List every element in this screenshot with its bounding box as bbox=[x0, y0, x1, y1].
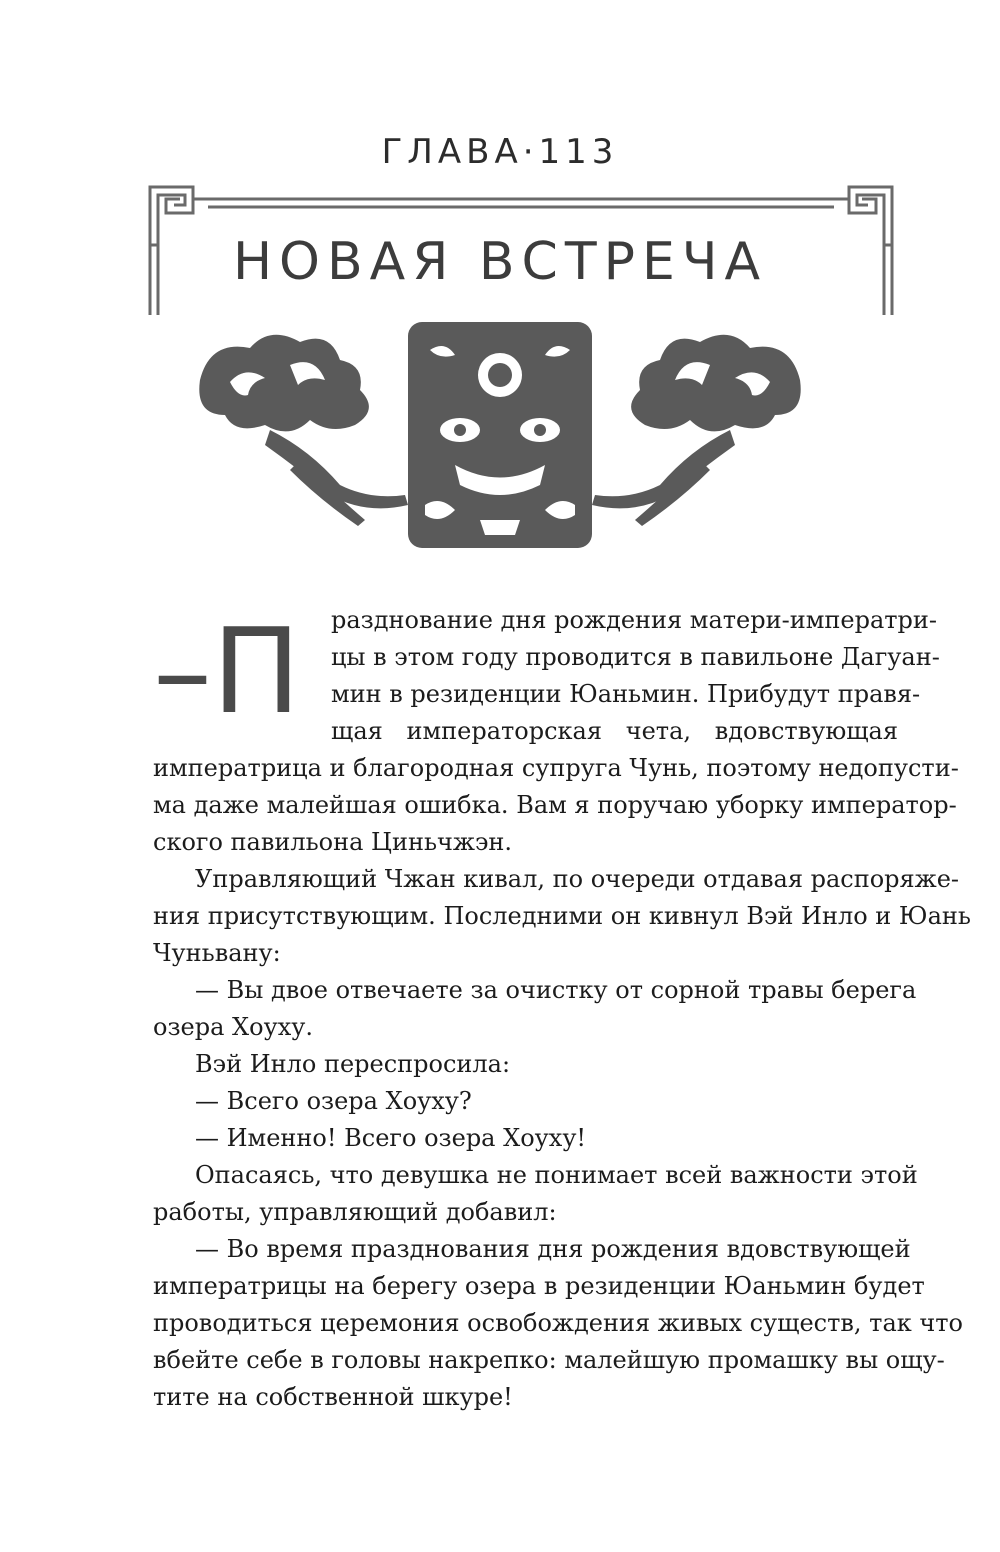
text-line: ния присутствующим. Последними он кивнул Вэй Инло и Юань bbox=[153, 902, 971, 930]
chapter-title: НОВАЯ ВСТРЕЧА bbox=[232, 232, 768, 292]
text-line: Управляющий Чжан кивал, по очереди отдавая распоряже- bbox=[195, 865, 960, 893]
text-line: тите на собственной шкуре! bbox=[153, 1383, 513, 1411]
text-line: Чуньвану: bbox=[153, 939, 281, 967]
chapter-body bbox=[153, 602, 971, 1416]
text-line: ма даже малейшая ошибка. Вам я поручаю уборку император- bbox=[153, 791, 957, 819]
text-line: озера Хоуху. bbox=[153, 1013, 313, 1041]
text-line: — Всего озера Хоуху? bbox=[195, 1087, 472, 1115]
chapter-number: ГЛАВА·113 bbox=[381, 132, 619, 172]
text-line: работы, управляющий добавил: bbox=[153, 1198, 557, 1226]
text-line: вбейте себе в головы накрепко: малейшую промашку вы ощу- bbox=[153, 1346, 945, 1374]
text-line: разднование дня рождения матери-императри- bbox=[331, 606, 938, 634]
dragon-mask-with-clouds-icon bbox=[190, 320, 810, 552]
text-line: императрица и благородная супруга Чунь, поэтому недопусти- bbox=[153, 754, 959, 782]
text-line: ского павильона Циньчжэн. bbox=[153, 828, 513, 856]
text-line: Опасаясь, что девушка не понимает всей важности этой bbox=[195, 1161, 918, 1189]
text-line: цы в этом году проводится в павильоне Дагуан- bbox=[331, 643, 940, 671]
text-line: щая императорская чета, вдовствующая bbox=[331, 717, 898, 745]
text-line: императрицы на берегу озера в резиденции Юаньмин будет bbox=[153, 1272, 925, 1300]
drop-cap: –П bbox=[153, 602, 301, 740]
text-line: — Вы двое отвечаете за очистку от сорной травы берега bbox=[195, 976, 917, 1004]
text-line: мин в резиденции Юаньмин. Прибудут правя- bbox=[331, 680, 921, 708]
text-line: — Именно! Всего озера Хоуху! bbox=[195, 1124, 587, 1152]
text-line: — Во время празднования дня рождения вдовствующей bbox=[195, 1235, 911, 1263]
text-line: Вэй Инло переспросила: bbox=[195, 1050, 511, 1078]
text-line: проводиться церемония освобождения живых существ, так что bbox=[153, 1309, 963, 1337]
